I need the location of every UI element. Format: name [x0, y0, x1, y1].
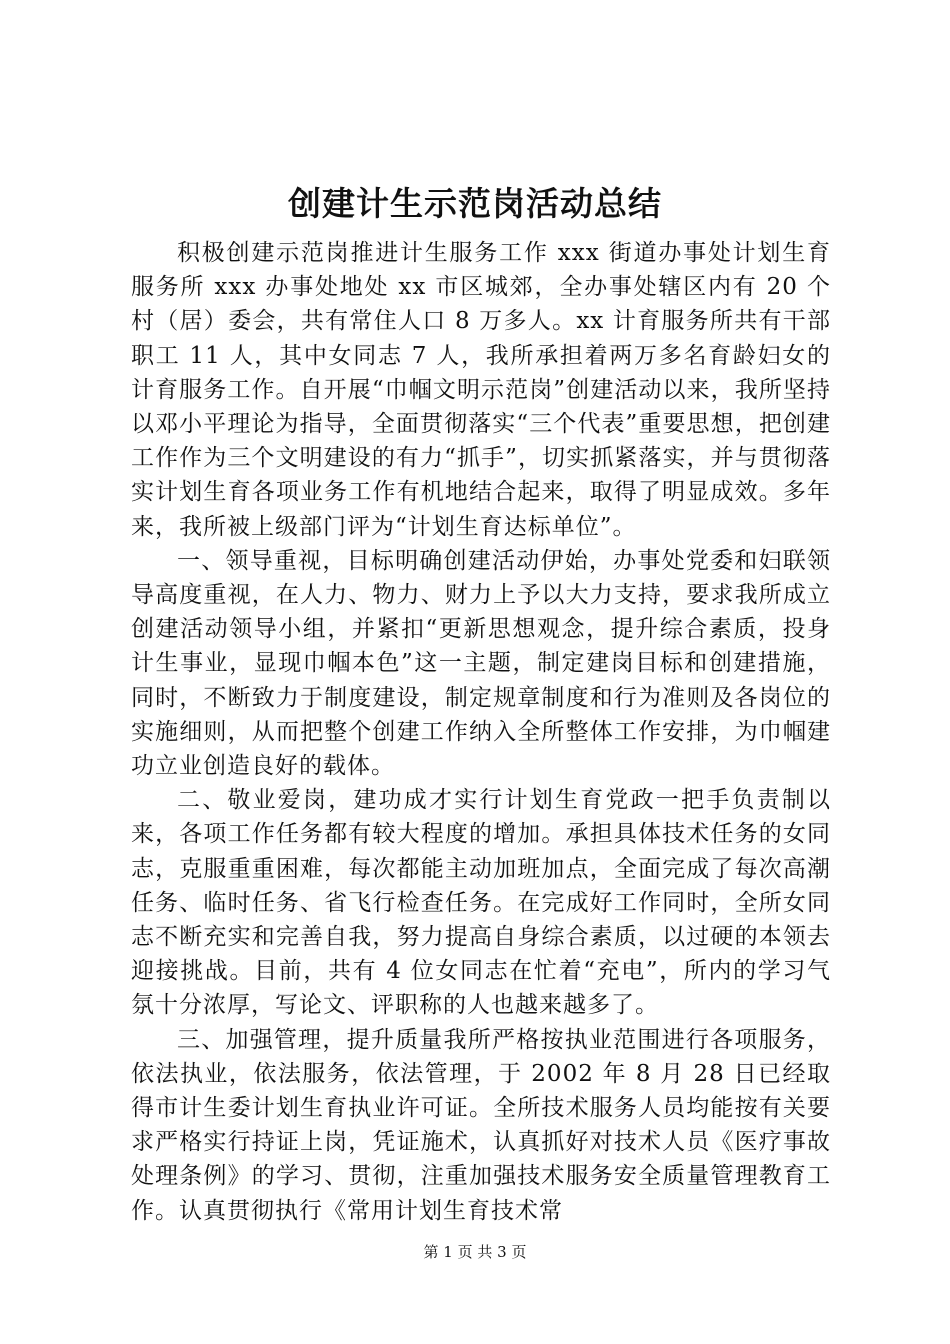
paragraph-section-3: 三、加强管理，提升质量我所严格按执业范围进行各项服务，依法执业，依法服务，依法管理，于 2002 年 8 月 28 日已经取得市计生委计划生育执业许可证。全所技术服务人员均能按有关要求严格实行持证上岗，凭证施术，认真抓好对技术人员《医疗事故处理条例》的学习、贯彻，注重加强技术服务安全质量管理教育工作。认真贯彻执行《常用计划生育技术常 [131, 1026, 831, 1224]
paragraph-intro: 积极创建示范岗推进计生服务工作 xxx 街道办事处计划生育服务所 xxx 办事处地处 xx 市区城郊，全办事处辖区内有 20 个村（居）委会，共有常住人口 8 万多人。xx 计育服务所共有干部职工 11 人，其中女同志 7 人，我所承担着两万多名育龄妇女的计育服务工作。自开展“巾帼文明示范岗”创建活动以来，我所坚持以邓小平理论为指导，全面贯彻落实“三个代表”重要思想，把创建工作作为三个文明建设的有力“抓手”，切实抓紧落实，并与贯彻落实计划生育各项业务工作有机地结合起来，取得了明显成效。多年来，我所被上级部门评为“计划生育达标单位”。 [131, 240, 831, 540]
page-footer: 第 1 页 共 3 页 [423, 1243, 527, 1261]
paragraph-section-1: 一、领导重视，目标明确创建活动伊始，办事处党委和妇联领导高度重视，在人力、物力、财力上予以大力支持，要求我所成立创建活动领导小组，并紧扣“更新思想观念，提升综合素质，投身计生事业，显现巾帼本色”这一主题，制定建岗目标和创建措施，同时，不断致力于制度建设，制定规章制度和行为准则及各岗位的实施细则，从而把整个创建工作纳入全所整体工作安排，为巾帼建功立业创造良好的载体。 [131, 547, 831, 780]
document-title: 创建计生示范岗活动总结 [288, 184, 662, 223]
paragraph-section-2: 二、敬业爱岗，建功成才实行计划生育党政一把手负责制以来，各项工作任务都有较大程度的增加。承担具体技术任务的女同志，克服重重困难，每次都能主动加班加点，全面完成了每次高潮任务、临时任务、省飞行检查任务。在完成好工作同时，全所女同志不断充实和完善自我，努力提高自身综合素质，以过硬的本领去迎接挑战。目前，共有 4 位女同志在忙着“充电”，所内的学习气氛十分浓厚，写论文、评职称的人也越来越多了。 [131, 787, 831, 1019]
document-body [131, 236, 831, 1228]
